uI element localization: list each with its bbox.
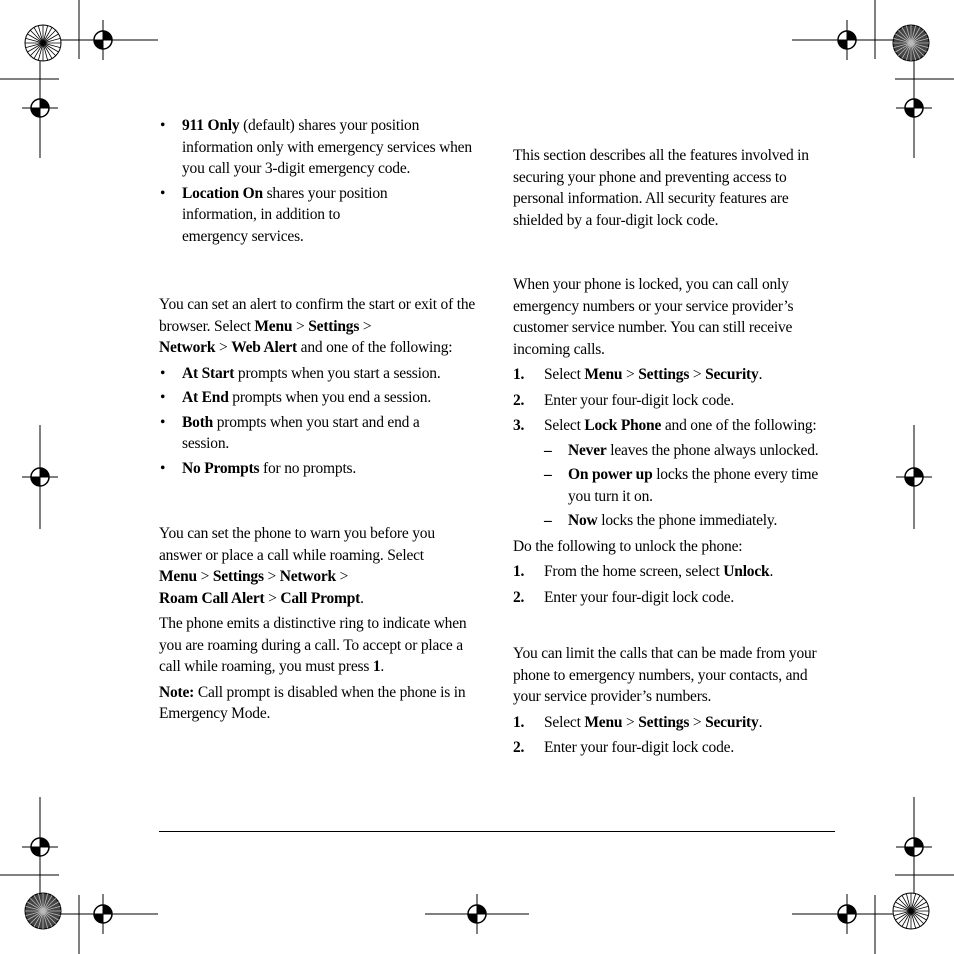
list-item: • Location On shares your position information, in addition to emergency services. [159, 183, 392, 248]
list-item: – Never leaves the phone always unlocked. [544, 440, 838, 462]
step-item: 2. Enter your four-digit lock code. [513, 739, 734, 756]
step-item: 2. Enter your four-digit lock code. [513, 391, 734, 409]
list-item: • At Start prompts when you start a session. [159, 363, 481, 385]
registration-mark [914, 838, 923, 847]
web-alert-intro: You can set an alert to confirm the start or exit of the browser. Select Menu > Settings > Network > Web Alert and one of the following: [159, 296, 476, 356]
list-item: • Both prompts when you start and end a session. [159, 412, 437, 455]
registration-mark [94, 914, 103, 923]
registration-mark [847, 31, 856, 40]
list-item: • 911 Only (default) shares your position information only with emergency services when you call your 3-digit emergency code. [159, 115, 481, 180]
registration-mark [40, 838, 49, 847]
registration-mark [838, 914, 847, 923]
step-item: 1. From the home screen, select Unlock. [513, 563, 774, 580]
registration-mark [103, 31, 112, 40]
unlock-intro: Do the following to unlock the phone: [513, 537, 743, 555]
registration-mark [40, 99, 49, 108]
registration-mark [838, 40, 847, 49]
note-paragraph: Note: Call prompt is disabled when the phone is in Emergency Mode. [159, 683, 466, 722]
list-item: – Now locks the phone immediately. [544, 510, 838, 532]
roam-call-intro: You can set the phone to warn you before you answer or place a call while roaming. Select Menu > Settings > Network > Roam Call Alert > Call Prompt. [159, 525, 435, 607]
registration-mark [905, 847, 914, 856]
registration-mark [40, 468, 49, 477]
registration-mark [31, 477, 40, 486]
step-item: 2. Enter your four-digit lock code. [513, 588, 734, 606]
registration-mark [94, 40, 103, 49]
step-item: 3. Select Lock Phone and one of the following: – Never leaves the phone always unlocked. – On power up locks the phone every time you turn it on. – Now locks the phone immediately. [513, 415, 838, 532]
step-item: 1. Select Menu > Settings > Security. [513, 713, 763, 731]
registration-mark [477, 905, 486, 914]
list-item: • At End prompts when you end a session. [159, 387, 481, 409]
registration-mark [31, 847, 40, 856]
registration-mark [847, 905, 856, 914]
registration-mark [468, 914, 477, 923]
limit-intro: You can limit the calls that can be made from your phone to emergency numbers, your contacts, and your service provider’s numbers. [513, 645, 817, 705]
roam-ring-paragraph: The phone emits a distinctive ring to indicate when you are roaming during a call. To accept or place a call while roaming, you must press 1. [159, 615, 467, 675]
lock-intro: When your phone is locked, you can call only emergency numbers or your service provider’s customer service number. You can still receive incoming calls. [513, 276, 794, 358]
list-item: – On power up locks the phone every time you turn it on. [544, 464, 838, 507]
step-item: 1. Select Menu > Settings > Security. [513, 366, 763, 383]
registration-mark [103, 905, 112, 914]
registration-mark [31, 108, 40, 117]
security-intro: This section describes all the features involved in securing your phone and preventing access to personal information. All security features are shielded by a four-digit lock code. [513, 147, 809, 229]
registration-mark [905, 477, 914, 486]
list-item: • No Prompts for no prompts. [159, 458, 481, 480]
registration-mark [905, 108, 914, 117]
registration-mark [914, 468, 923, 477]
registration-mark [914, 99, 923, 108]
